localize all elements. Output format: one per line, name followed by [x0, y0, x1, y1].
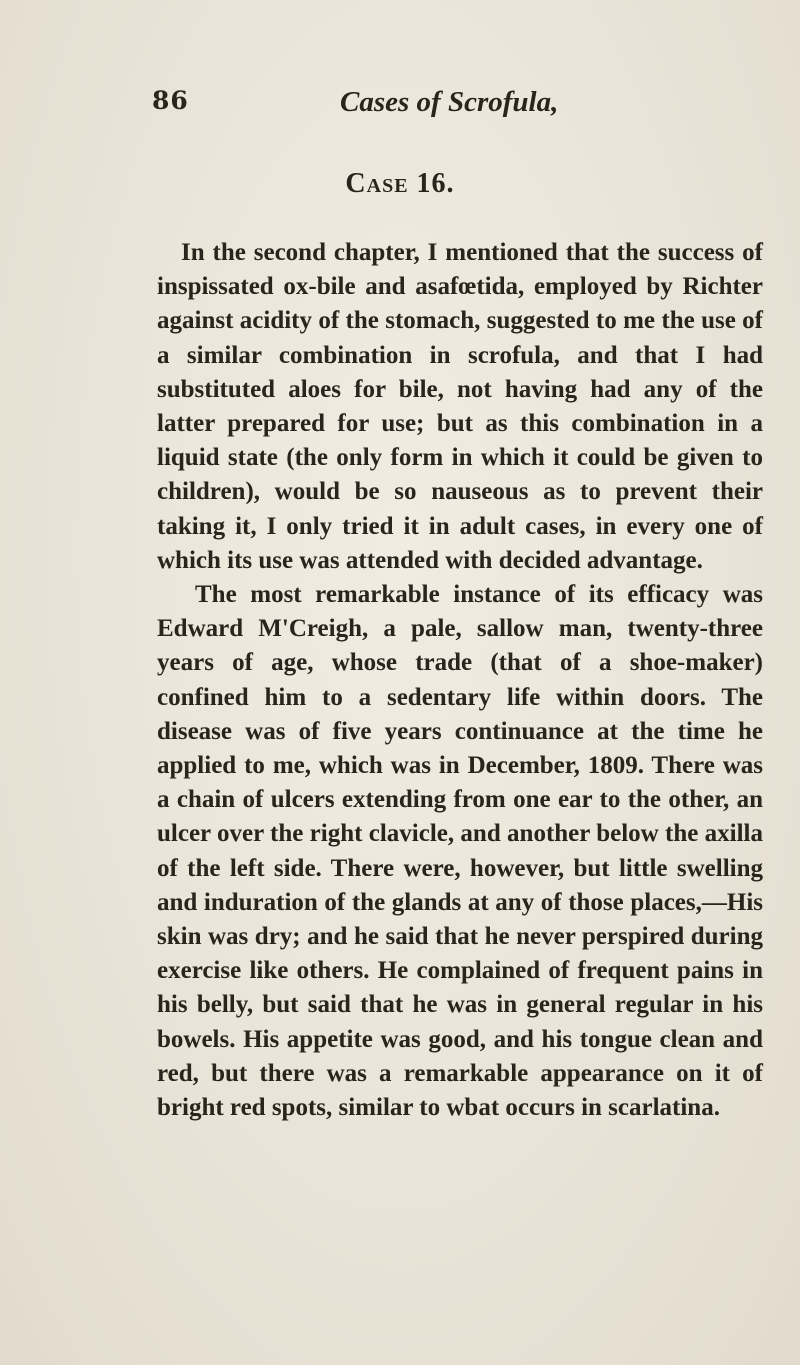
body-text: [157, 236, 763, 1125]
running-title: Cases of Scrofula,: [340, 86, 559, 118]
case-heading: Case 16.: [345, 168, 455, 199]
page-number: 86: [152, 86, 189, 115]
paragraph-2: The most remarkable instance of its efficacy was Edward M'Creigh, a pale, sallow man, twenty-three years of age, whose trade (that of a shoe-maker) confined him to a sedentary life within doors. The disease was of five years continuance at the time he applied to me, which was in December, 1809. There was a chain of ulcers extending from one ear to the other, an ulcer over the right clavicle, and another below the axilla of the left side. There were, however, but little swelling and induration of the glands at any of those places,—His skin was dry; and he said that he never perspired during exercise like others. He complained of frequent pains in his belly, but said that he was in general regular in his bowels. His appetite was good, and his tongue clean and red, but there was a remarkable appearance on it of bright red spots, similar to wbat occurs in scarlatina.: [157, 581, 763, 1122]
page-header: [152, 86, 652, 126]
paragraph-1: In the second chapter, I mentioned that the success of inspissated ox-bile and asafœtida, employed by Richter against acidity of the stomach, suggested to me the use of a similar combination in scrofula, and that I had substituted aloes for bile, not having had any of the latter prepared for use; but as this combination in a liquid state (the only form in which it could be given to children), would be so nauseous as to prevent their taking it, I only tried it in adult cases, in every one of which its use was attended with decided advantage.: [157, 239, 763, 574]
